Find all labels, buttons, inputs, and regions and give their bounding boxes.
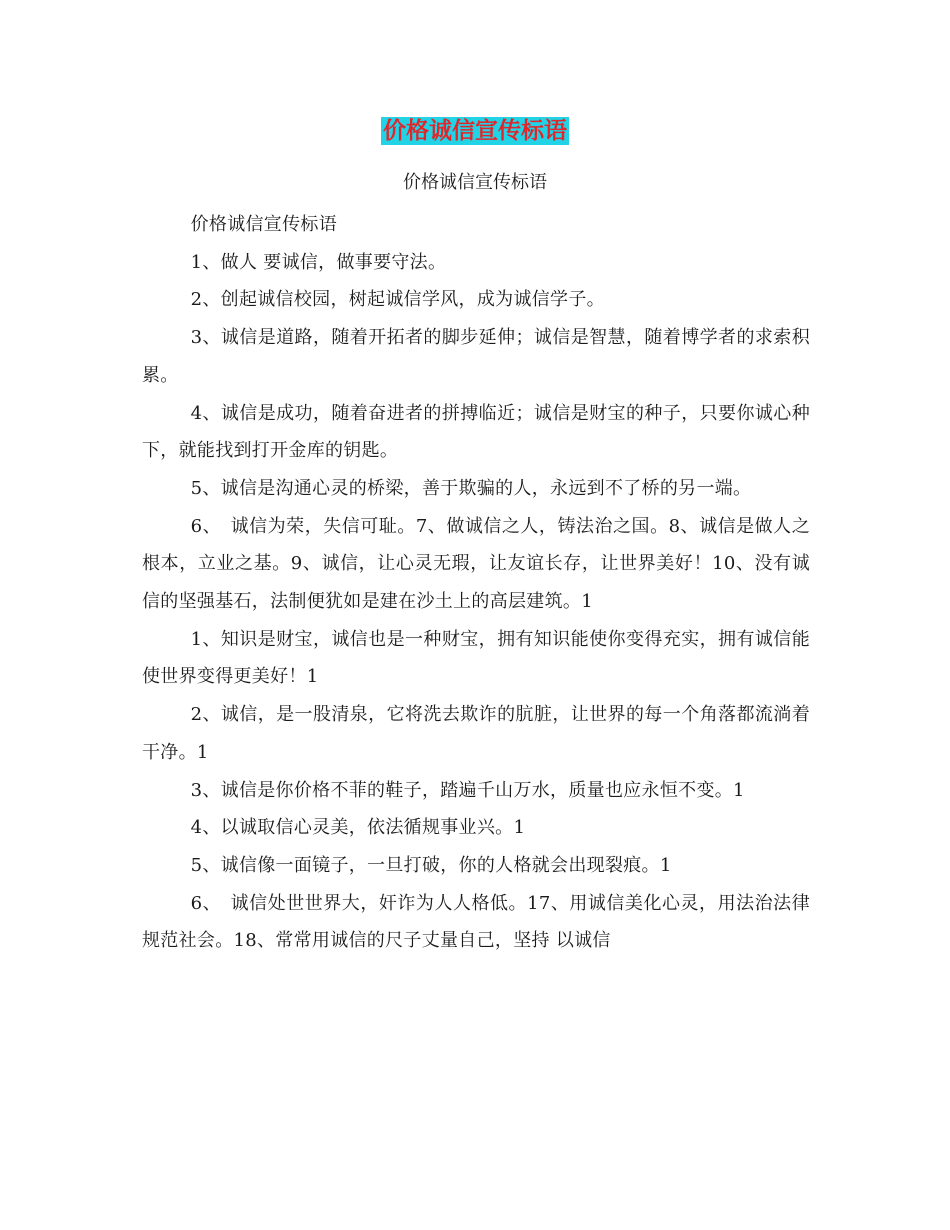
paragraph: 4、诚信是成功，随着奋进者的拼搏临近；诚信是财宝的种子，只要你诚心种下，就能找到打开金库的钥匙。 xyxy=(142,402,810,462)
paragraph: 6、 诚信处世世界大，奸诈为人人格低。17、用诚信美化心灵，用法治法律规范社会。18、常常用诚信的尺子丈量自己，坚持 以诚信 xyxy=(142,892,810,952)
paragraph: 价格诚信宣传标语 xyxy=(190,214,337,235)
document-title-highlight: 价格诚信宣传标语 xyxy=(383,118,567,144)
paragraph: 2、创起诚信校园，树起诚信学风，成为诚信学子。 xyxy=(190,289,605,311)
paragraph: 1、知识是财宝，诚信也是一种财宝，拥有知识能使你变得充实，拥有诚信能使世界变得更美好！1 xyxy=(142,628,810,688)
document-subtitle: 价格诚信宣传标语 xyxy=(403,172,547,193)
paragraph: 4、以诚取信心灵美，依法循规事业兴。1 xyxy=(190,817,526,839)
document-body xyxy=(142,206,810,960)
paragraph: 5、诚信像一面镜子，一旦打破，你的人格就会出现裂痕。1 xyxy=(190,854,672,876)
document-title xyxy=(0,112,950,146)
paragraph: 5、诚信是沟通心灵的桥梁，善于欺骗的人，永远到不了桥的另一端。 xyxy=(190,477,752,499)
paragraph: 6、 诚信为荣，失信可耻。7、做诚信之人，铸法治之国。8、诚信是做人之根本，立业之基。9、诚信，让心灵无瑕，让友谊长存，让世界美好！10、没有诚信的坚强基石，法制便犹如是建在沙土上的高层建筑。1 xyxy=(142,515,810,613)
paragraph: 3、诚信是你价格不菲的鞋子，踏遍千山万水，质量也应永恒不变。1 xyxy=(190,779,745,801)
paragraph: 2、诚信，是一股清泉，它将洗去欺诈的肮脏，让世界的每一个角落都流淌着干净。1 xyxy=(142,704,810,763)
paragraph: 1、做人 要诚信，做事要守法。 xyxy=(190,251,447,273)
paragraph: 3、诚信是道路，随着开拓者的脚步延伸；诚信是智慧，随着博学者的求索积累。 xyxy=(142,327,810,386)
